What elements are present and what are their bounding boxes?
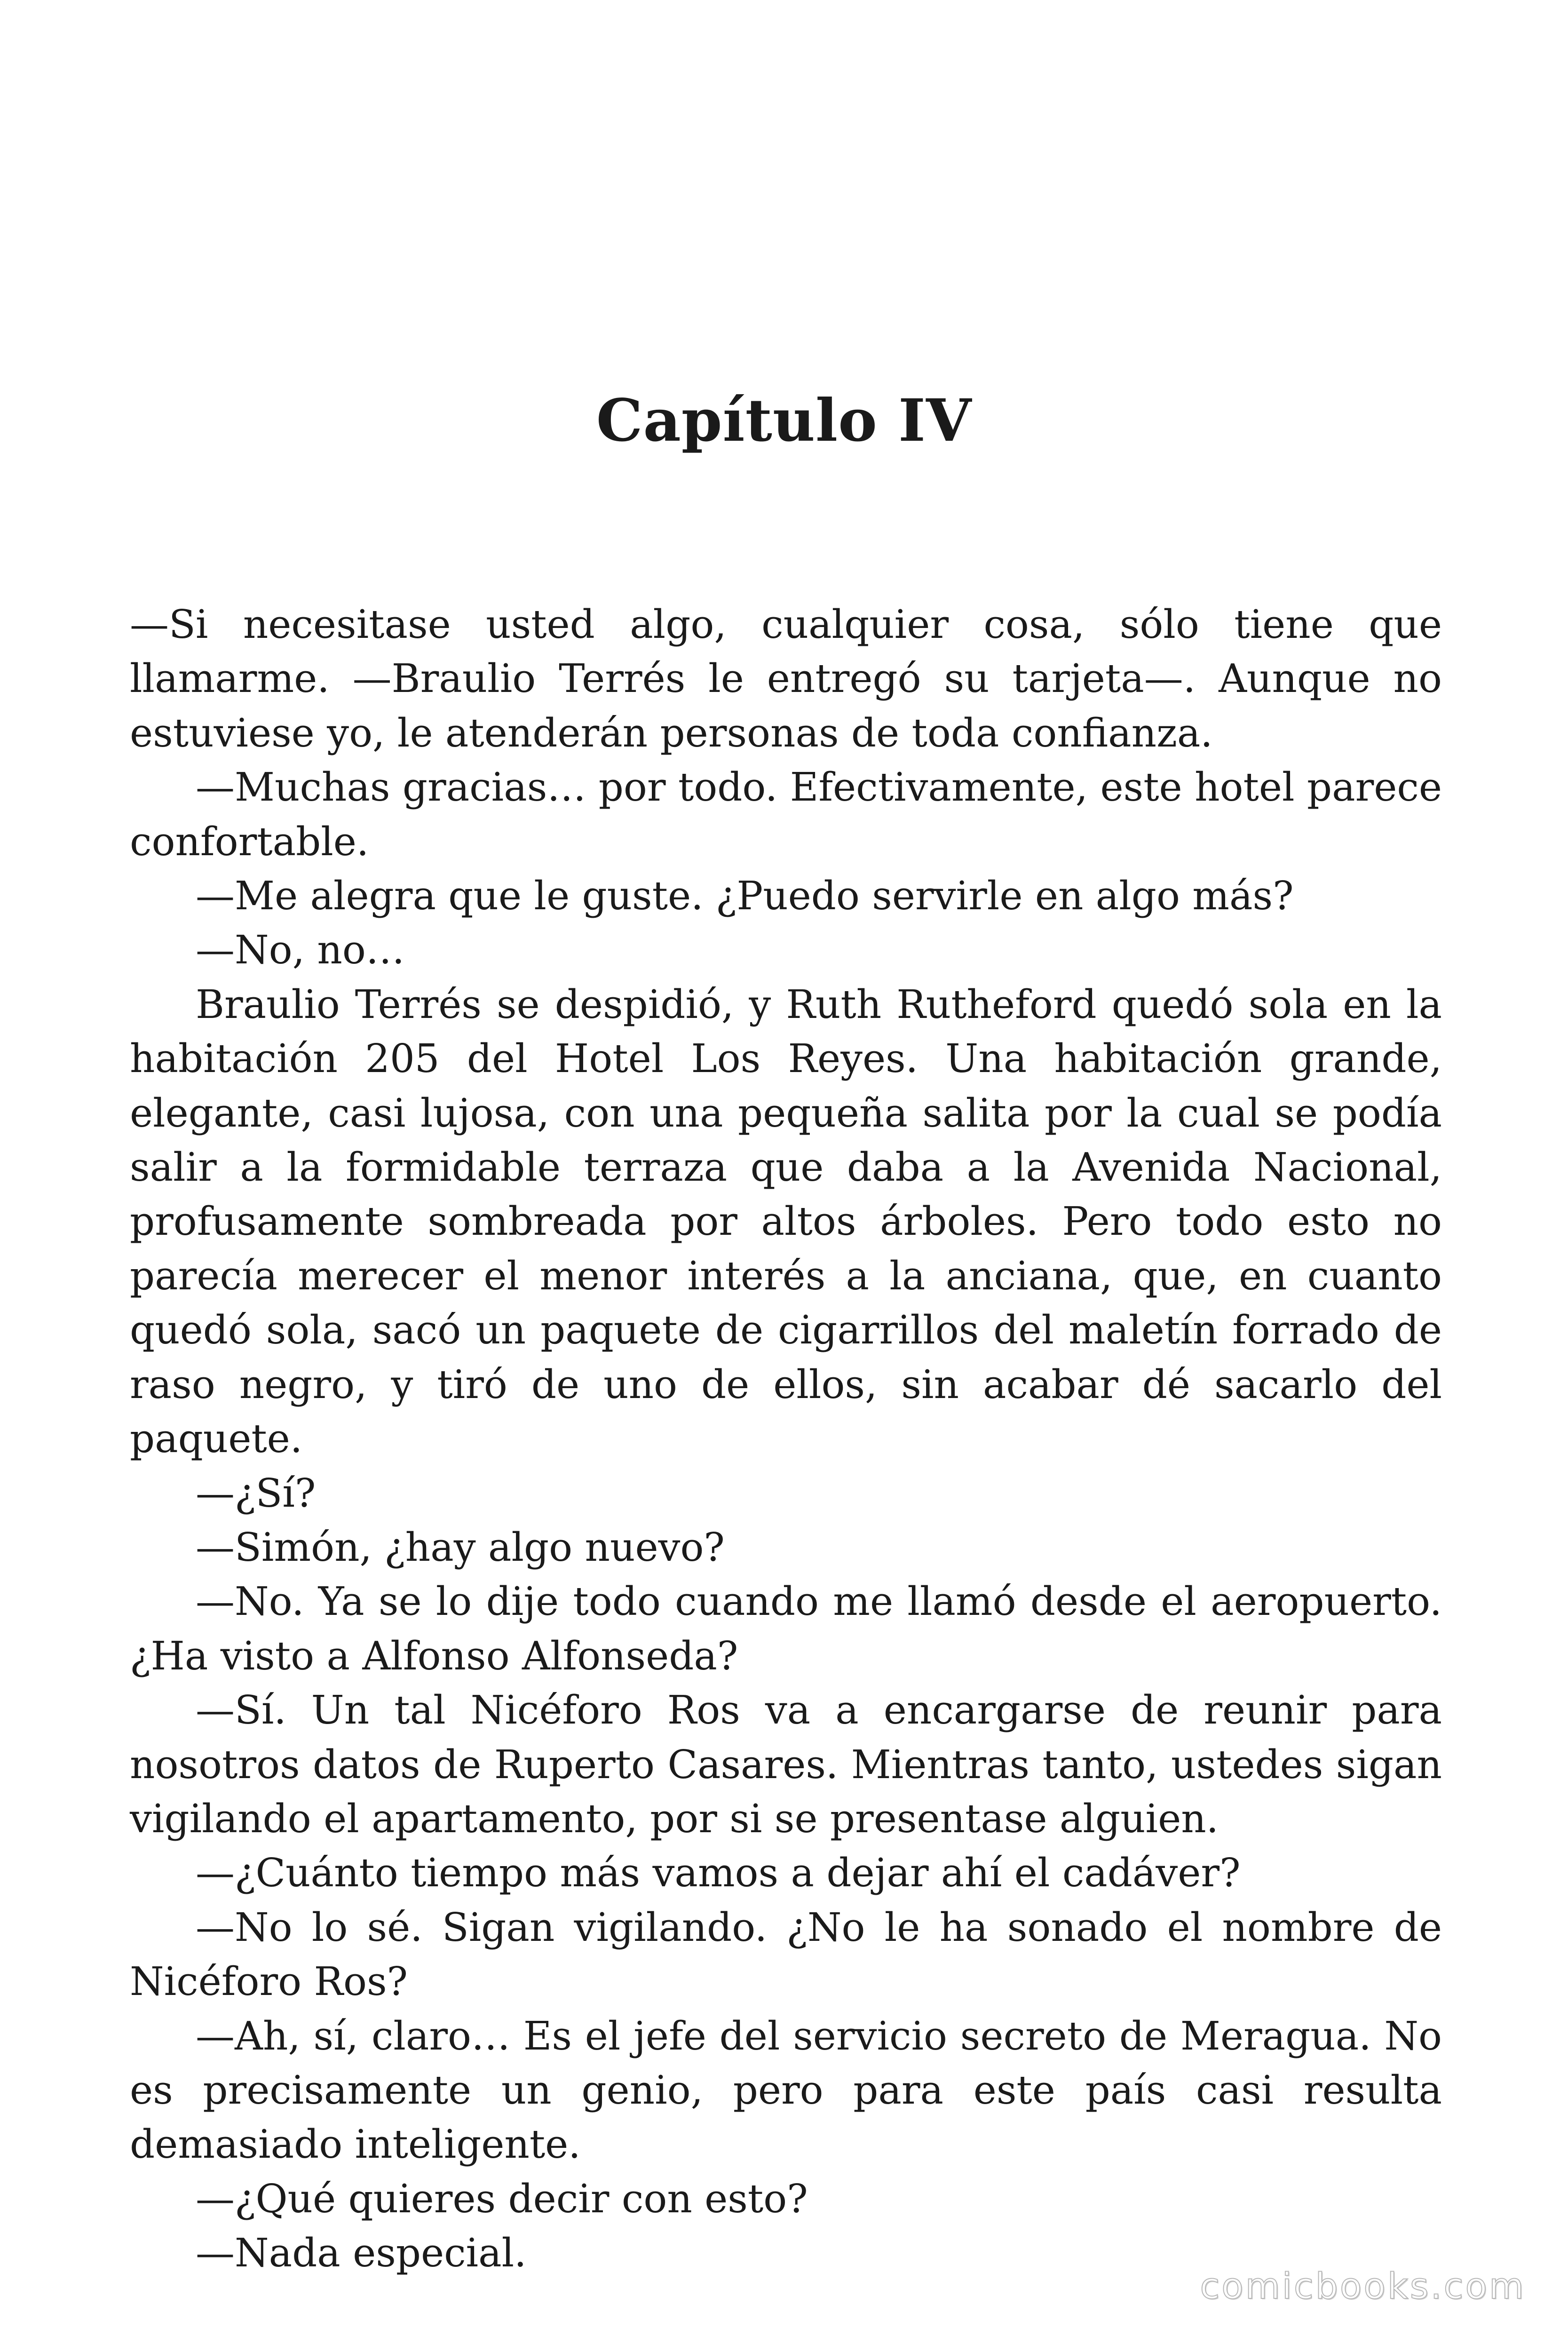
paragraph-11: —No lo sé. Sigan vigilando. ¿No le ha sonado el nombre de Nicéforo Ros? — [130, 1904, 1442, 2005]
chapter-title: Capítulo IV — [596, 387, 972, 455]
chapter-body — [130, 597, 1442, 2280]
paragraph-4: —No, no… — [196, 927, 405, 973]
paragraph-13: —¿Qué quieres decir con esto? — [196, 2176, 808, 2222]
paragraph-3: —Me alegra que le guste. ¿Puedo servirle en algo más? — [196, 873, 1294, 919]
paragraph-12: —Ah, sí, claro… Es el jefe del servicio secreto de Meragua. No es precisamente un genio, pero para este país casi resulta demasiado inteligente. — [130, 2013, 1442, 2168]
paragraph-8: —No. Ya se lo dije todo cuando me llamó desde el aeropuerto. ¿Ha visto a Alfonso Alfonseda? — [130, 1579, 1442, 1679]
paragraph-5: Braulio Terrés se despidió, y Ruth Rutheford quedó sola en la habitación 205 del Hotel Los Reyes. Una habitación grande, elegante, casi lujosa, con una pequeña salita por la cual se podía salir a la formidable terraza que daba a la Avenida Nacional, profusamente sombreada por altos árboles. Pero todo esto no parecía merecer el menor interés a la anciana, que, en cuanto quedó sola, sacó un paquete de cigarrillos del maletín forrado de raso negro, y tiró de uno de ellos, sin acabar dé sacarlo del paquete. — [130, 981, 1442, 1462]
paragraph-9: —Sí. Un tal Nicéforo Ros va a encargarse de reunir para nosotros datos de Ruperto Casares. Mientras tanto, ustedes sigan vigilando el apartamento, por si se presentase alguien. — [130, 1687, 1442, 1842]
paragraph-1: —Si necesitase usted algo, cualquier cosa, sólo tiene que llamarme. —Braulio Terrés le entregó su tarjeta—. Aunque no estuviese yo, le atenderán personas de toda confianza. — [130, 602, 1442, 756]
paragraph-6: —¿Sí? — [196, 1470, 316, 1516]
paragraph-2: —Muchas gracias… por todo. Efectivamente, este hotel parece confortable. — [130, 764, 1442, 865]
watermark-logo: comicbooks.com — [1200, 2265, 1526, 2307]
paragraph-10: —¿Cuánto tiempo más vamos a dejar ahí el cadáver? — [196, 1850, 1241, 1896]
paragraph-7: —Simón, ¿hay algo nuevo? — [196, 1524, 725, 1570]
paragraph-14: —Nada especial. — [196, 2230, 527, 2276]
